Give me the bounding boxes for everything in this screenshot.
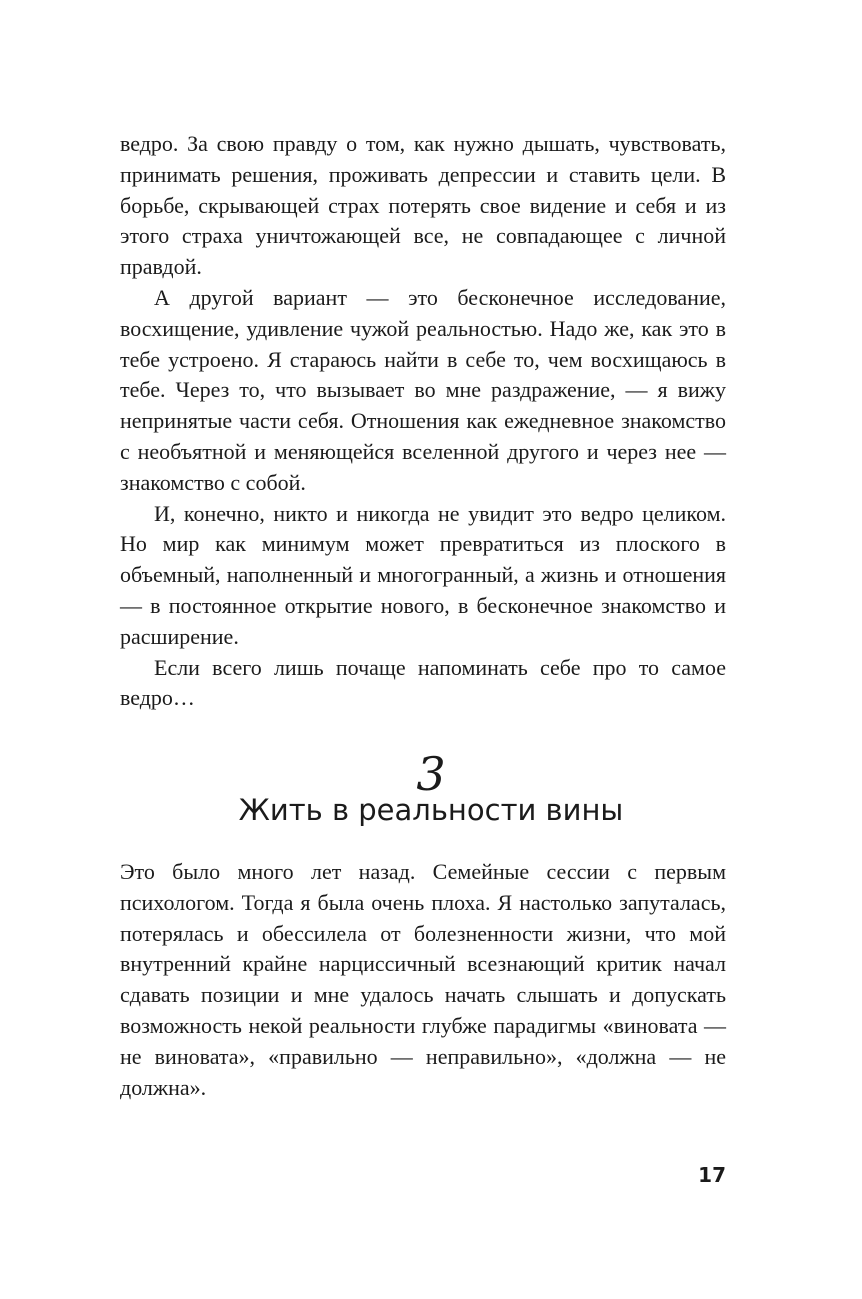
- paragraph: И, конечно, никто и никогда не увидит это ведро целиком. Но мир как минимум может превратиться из плоского в объемный, наполненный и многогранный, а жизнь и отношения — в постоянное открытие нового, в бесконечное знакомство и расширение.: [120, 500, 726, 649]
- chapter-title: Жить в реальности вины: [238, 793, 624, 827]
- paragraph: ведро. За свою правду о том, как нужно дышать, чувствовать, принимать решения, проживать депрессии и ставить цели. В борьбе, скрывающей страх потерять свое видение и себя и из этого страха уничтожающей все, не совпадающее с личной правдой.: [120, 131, 726, 280]
- body-text-continued: [120, 129, 726, 714]
- page-number: 17: [698, 1163, 726, 1187]
- paragraph: А другой вариант — это бесконечное исследование, восхищение, удивление чужой реальностью. Надо же, как это в тебе устроено. Я стараюсь найти в себе то, чем восхищаюсь в тебе. Через то, что вызывает во мне раздражение, — я вижу непринятые части себя. Отношения как ежедневное знакомство с необъятной и меняющейся вселенной другого и через нее — знакомство с собой.: [120, 284, 726, 495]
- paragraph: Это было много лет назад. Семейные сессии с первым психологом. Тогда я была очень плоха. Я настолько запуталась, потерялась и обессилела от болезненности жизни, что мой внутренний крайне нарциссичный всезнающий критик начал сдавать позиции и мне удалось начать слышать и допускать возможность некой реальности глубже парадигмы «виновата — не виновата», «правильно — неправильно», «должна — не должна».: [120, 859, 726, 1100]
- chapter-number: 3: [416, 747, 446, 801]
- paragraph: Если всего лишь почаще напоминать себе про то самое ведро…: [120, 654, 726, 711]
- chapter-body-text: [120, 857, 726, 1103]
